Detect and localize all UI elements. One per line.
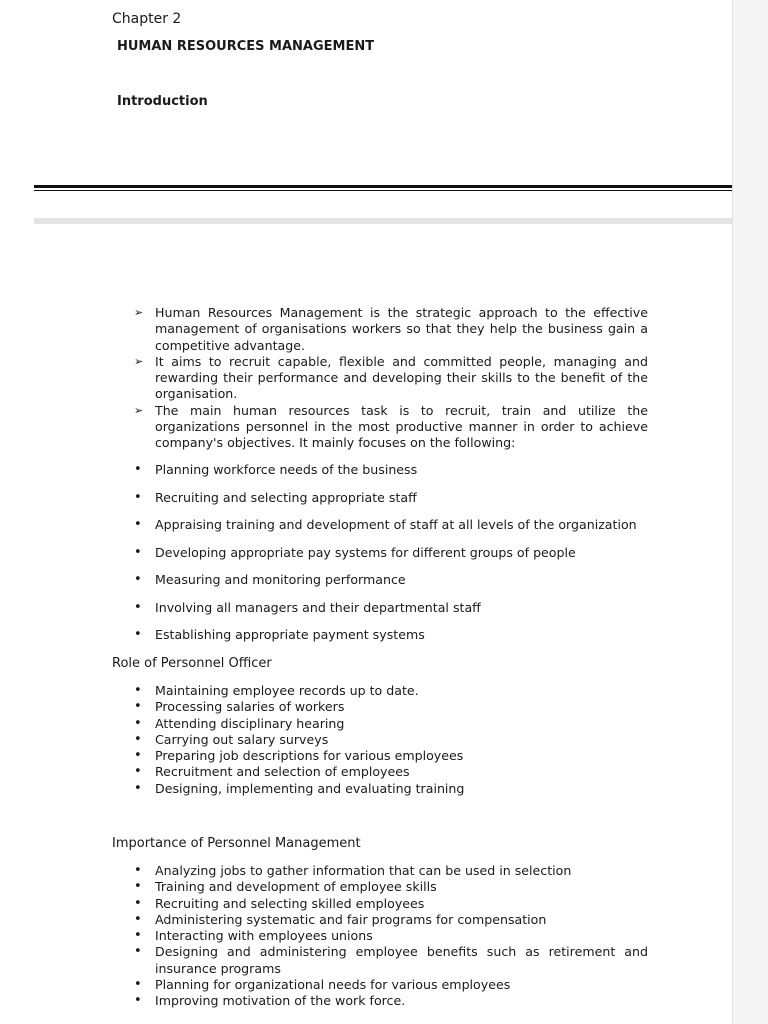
list-item xyxy=(134,716,464,732)
list-item-text: Appraising training and development of staff at all levels of the organization xyxy=(155,517,637,532)
arrow-bullet-icon: ➢ xyxy=(134,354,144,368)
arrow-bullet-icon: ➢ xyxy=(134,306,144,319)
list-item-text: Training and development of employee skills xyxy=(155,879,437,895)
bullet-icon: • xyxy=(134,911,142,927)
list-item-text: Recruitment and selection of employees xyxy=(155,764,410,780)
bullet-icon: • xyxy=(134,977,142,993)
document-title: HUMAN RESOURCES MANAGEMENT xyxy=(117,39,375,54)
page-right-margin xyxy=(732,0,768,1024)
list-item xyxy=(134,572,637,600)
list-item-text: Administering systematic and fair programs for compensation xyxy=(155,911,547,927)
list-item xyxy=(134,600,637,628)
list-item xyxy=(134,977,648,993)
list-item-text: Planning workforce needs of the business xyxy=(155,462,418,477)
bullet-icon: • xyxy=(134,715,142,731)
bullet-icon: • xyxy=(134,544,142,560)
arrow-bullet-icon: ➢ xyxy=(134,403,144,417)
list-item-text: Recruiting and selecting skilled employees xyxy=(155,895,425,911)
list-item xyxy=(134,517,637,545)
list-item-text: Designing, implementing and evaluating training xyxy=(155,780,465,796)
bullet-icon: • xyxy=(134,599,142,615)
list-item xyxy=(134,545,637,573)
list-item-text: Carrying out salary surveys xyxy=(155,731,329,747)
heading-divider-thin xyxy=(34,190,732,191)
bullet-icon: • xyxy=(134,879,142,895)
list-item-text: Maintaining employee records up to date. xyxy=(155,683,419,698)
list-item-text: Processing salaries of workers xyxy=(155,699,345,715)
hrm-definition-list xyxy=(134,305,648,452)
list-item xyxy=(134,944,648,977)
importance-list xyxy=(134,863,648,1010)
heading-divider-thick xyxy=(34,185,732,188)
bullet-icon: • xyxy=(134,572,142,587)
bullet-icon: • xyxy=(134,731,142,747)
bullet-icon: • xyxy=(134,993,142,1009)
list-item-text: Attending disciplinary hearing xyxy=(155,715,345,731)
bullet-icon: • xyxy=(134,489,142,505)
list-item-text: Interacting with employees unions xyxy=(155,928,373,944)
list-item-text: Recruiting and selecting appropriate staff xyxy=(155,489,417,505)
bullet-icon: • xyxy=(134,780,142,796)
role-section-heading: Role of Personnel Officer xyxy=(112,656,272,671)
bullet-icon: • xyxy=(134,928,142,944)
importance-section-heading: Importance of Personnel Management xyxy=(112,836,361,851)
role-list xyxy=(134,683,464,797)
list-item-text: Developing appropriate pay systems for different groups of people xyxy=(155,544,576,560)
bullet-icon: • xyxy=(134,683,142,698)
bullet-icon: • xyxy=(134,699,142,715)
arrow-point-text: Human Resources Management is the strategic approach to the effective management of organisations workers so that they help the business gain a competitive advantage. xyxy=(155,305,648,353)
grey-divider-band xyxy=(34,218,732,224)
chapter-label: Chapter 2 xyxy=(112,11,182,27)
list-item xyxy=(134,912,648,928)
bullet-icon: • xyxy=(134,863,142,878)
arrow-point xyxy=(134,354,648,403)
bullet-icon: • xyxy=(134,517,142,532)
focus-points-list xyxy=(134,462,637,655)
list-item-text: Analyzing jobs to gather information that can be used in selection xyxy=(155,863,572,878)
arrow-point-text: It aims to recruit capable, flexible and committed people, managing and rewarding their performance and developing their skills to the benefit of the organisation. xyxy=(155,353,648,402)
list-item xyxy=(134,490,637,518)
list-item xyxy=(134,928,648,944)
list-item xyxy=(134,627,637,655)
list-item xyxy=(134,993,648,1009)
list-item xyxy=(134,764,464,780)
bullet-icon: • xyxy=(134,764,142,780)
arrow-point xyxy=(134,403,648,452)
bullet-icon: • xyxy=(134,944,142,960)
list-item-text: Measuring and monitoring performance xyxy=(155,572,406,587)
list-item xyxy=(134,896,648,912)
list-item-text: Designing and administering employee benefits such as retirement and insurance programs xyxy=(155,944,648,976)
arrow-point-text: The main human resources task is to recruit, train and utilize the organizations personnel in the most productive manner in order to achieve company's objectives. It mainly focuses on the following: xyxy=(155,402,648,451)
list-item-text: Improving motivation of the work force. xyxy=(155,993,406,1009)
list-item xyxy=(134,699,464,715)
list-item xyxy=(134,462,637,490)
list-item xyxy=(134,781,464,797)
bullet-icon: • xyxy=(134,895,142,911)
arrow-point xyxy=(134,305,648,354)
list-item xyxy=(134,683,464,699)
list-item-text: Preparing job descriptions for various employees xyxy=(155,748,464,764)
bullet-icon: • xyxy=(134,462,142,477)
list-item-text: Establishing appropriate payment systems xyxy=(155,627,425,642)
list-item-text: Involving all managers and their departmental staff xyxy=(155,599,481,615)
bullet-icon: • xyxy=(134,627,142,642)
bullet-icon: • xyxy=(134,748,142,764)
list-item xyxy=(134,863,648,879)
list-item xyxy=(134,748,464,764)
introduction-heading: Introduction xyxy=(117,94,208,109)
list-item xyxy=(134,732,464,748)
list-item-text: Planning for organizational needs for various employees xyxy=(155,977,511,993)
list-item xyxy=(134,879,648,895)
